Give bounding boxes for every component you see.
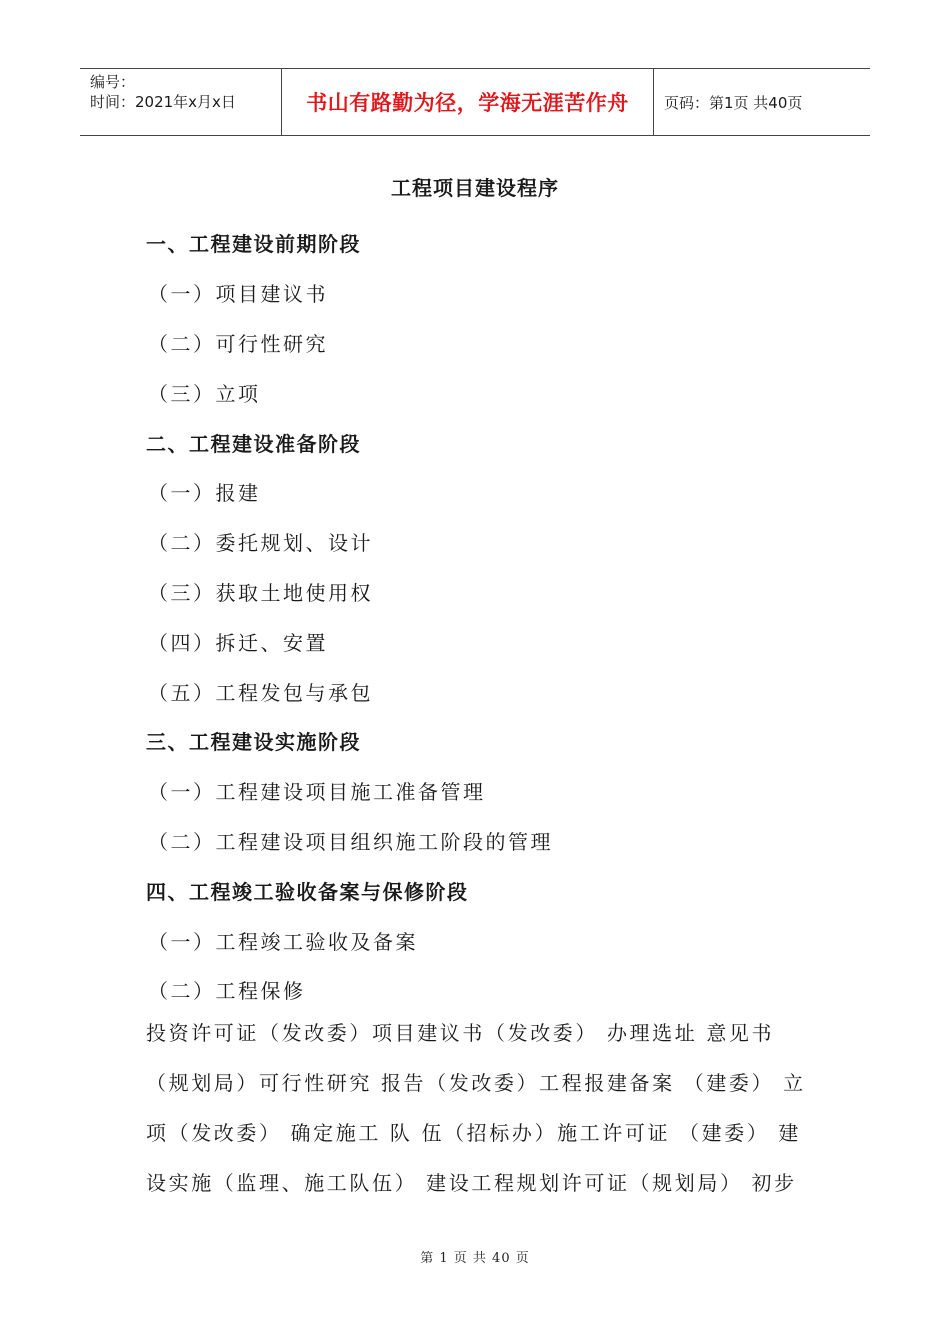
section-heading: 二、工程建设准备阶段 — [146, 431, 361, 456]
document-number-label: 编号： — [90, 73, 136, 91]
outline-item: （一）报建 — [148, 481, 261, 506]
header-page-info: 页码：第1页 共40页 — [664, 93, 803, 112]
body-line: （规划局）可行性研究 报告（发改委）工程报建备案 （建委） 立 — [146, 1070, 806, 1095]
section-heading: 一、工程建设前期阶段 — [146, 232, 361, 257]
header-page-cell — [654, 69, 870, 135]
outline-item: （二）委托规划、设计 — [148, 531, 373, 556]
page-footer: 第 1 页 共 40 页 — [420, 1251, 530, 1266]
document-title: 工程项目建设程序 — [391, 176, 559, 200]
outline-item: （五）工程发包与承包 — [148, 680, 373, 705]
document-time-label: 时间：2021年x月x日 — [90, 93, 236, 111]
header-table — [80, 68, 870, 136]
section-heading: 四、工程竣工验收备案与保修阶段 — [146, 879, 469, 904]
section-heading: 三、工程建设实施阶段 — [146, 730, 361, 755]
header-motto-cell — [282, 69, 654, 135]
outline-item: （三）立项 — [148, 381, 261, 406]
outline-item: （一）工程竣工验收及备案 — [148, 929, 418, 954]
outline-item: （四）拆迁、安置 — [148, 630, 328, 655]
outline-item: （二）工程建设项目组织施工阶段的管理 — [148, 829, 553, 854]
body-line: 投资许可证（发改委）项目建议书（发改委） 办理选址 意见书 — [146, 1020, 775, 1045]
outline-item: （二）可行性研究 — [148, 331, 328, 356]
body-paragraph — [146, 1006, 826, 1206]
outline-item: （三）获取土地使用权 — [148, 580, 373, 605]
header-meta-cell — [80, 69, 282, 135]
body-line: 项（发改委） 确定施工 队 伍（招标办）施工许可证 （建委） 建 — [146, 1120, 801, 1145]
header-motto: 书山有路勤为径，学海无涯苦作舟 — [306, 91, 629, 115]
outline-item: （一）工程建设项目施工准备管理 — [148, 780, 486, 805]
outline-item: （一）项目建议书 — [148, 282, 328, 307]
outline-list — [146, 218, 826, 1015]
outline-item: （二）工程保修 — [148, 979, 306, 1004]
body-line: 设实施（监理、施工队伍） 建设工程规划许可证（规划局） 初步 — [146, 1170, 797, 1195]
